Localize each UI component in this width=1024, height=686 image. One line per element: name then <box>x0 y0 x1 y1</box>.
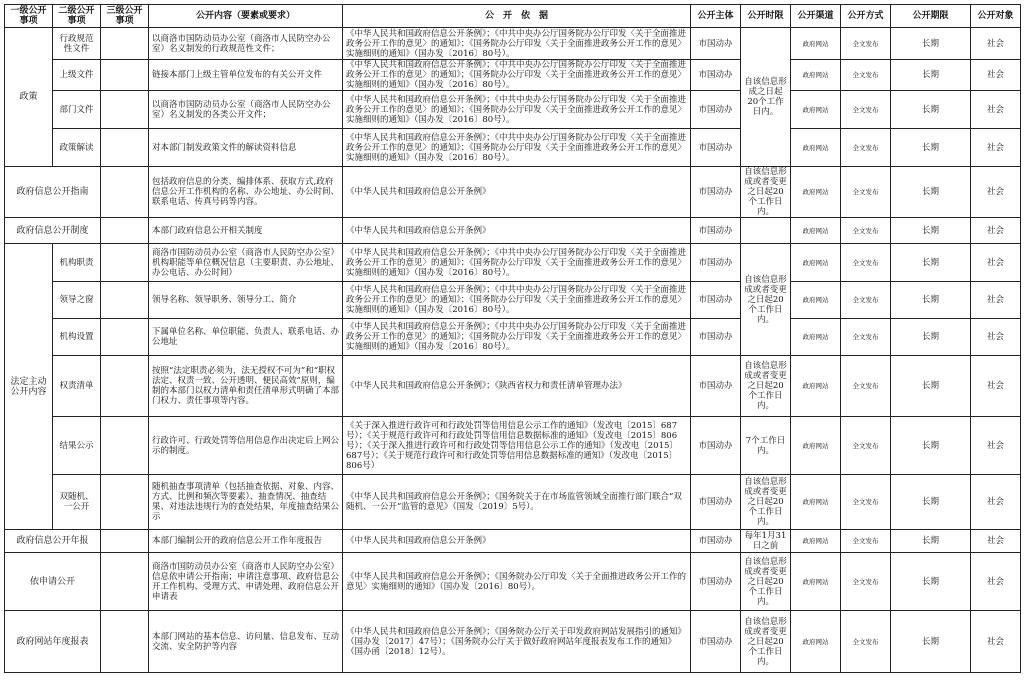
basis-cell: 《中华人民共和国政府信息公开条例》；《陕西省权力和责任清单管理办法》 <box>343 356 691 417</box>
level2-cell: 双随机、一公开 <box>53 475 101 530</box>
level2-cell: 权责清单 <box>53 356 101 417</box>
timelimit-cell: 自该信息形成或者变更之日起20个工作日内。 <box>741 553 791 611</box>
period-cell: 长期 <box>891 28 971 60</box>
basis-cell: 《中华人民共和国政府信息公开条例》；《中共中央办公厅国务院办公厅印发〈关于全面推进政务公开工作的意见〉的通知》；《国务院办公厅印发〈关于全面推进政务公开工作的意见〉实施细则的通知》（国办发〔2016〕80号）。 <box>343 282 691 319</box>
period-cell: 长期 <box>891 475 971 530</box>
timelimit-cell: 自该信息形成或者变更之日起20个工作日内。 <box>741 356 791 417</box>
content-cell: 按照“法定职责必须为，法无授权不可为”和“职权法定、权责一致、公开透明、便民高效”原则，编制的本部门以权力清单和责任清单形式明确了本部门权力、责任事项等内容。 <box>149 356 343 417</box>
disclosure-table <box>4 4 1021 673</box>
subject-cell: 市国动办 <box>691 244 741 282</box>
period-cell: 长期 <box>891 129 971 167</box>
method-cell: 全文发布 <box>841 319 891 356</box>
header-basis: 公 开 依 据 <box>343 5 691 28</box>
table-row <box>5 417 1021 475</box>
level2-cell: 结果公示 <box>53 417 101 475</box>
subject-cell: 市国动办 <box>691 91 741 129</box>
level1-annual: 政府信息公开年报 <box>5 530 101 553</box>
audience-cell: 社会 <box>971 91 1021 129</box>
level1-guide: 政府信息公开指南 <box>5 167 101 218</box>
level3-cell <box>101 60 149 91</box>
content-cell: 以商洛市国防动员办公室（商洛市人民防空办公室）名义制发的各类公开文件； <box>149 91 343 129</box>
basis-cell: 《中华人民共和国政府信息公开条例》；《中共中央办公厅国务院办公厅印发〈关于全面推进政务公开工作的意见〉的通知》；《国务院办公厅印发〈关于全面推进政务公开工作的意见〉实施细则的通知》（国办发〔2016〕80号）。 <box>343 319 691 356</box>
audience-cell: 社会 <box>971 611 1021 673</box>
audience-cell: 社会 <box>971 417 1021 475</box>
basis-cell: 《中华人民共和国政府信息公开条例》；《中共中央办公厅国务院办公厅印发〈关于全面推进政务公开工作的意见〉的通知》；《国务院办公厅印发〈关于全面推进政务公开工作的意见〉实施细则的通知》（国办发〔2016〕80号）。 <box>343 244 691 282</box>
level1-legal: 法定主动公开内容 <box>5 244 53 530</box>
table-row <box>5 530 1021 553</box>
method-cell: 全文发布 <box>841 553 891 611</box>
basis-cell: 《中华人民共和国政府信息公开条例》；《国务院办公厅关于印发政府网站发展指引的通知》（国办发〔2017〕47号）；《国务院办公厅关于做好政府网站年度报表发布工作的通知》（国办函〔2018〕12号）。 <box>343 611 691 673</box>
header-method: 公开方式 <box>841 5 891 28</box>
channel-cell: 政府网站 <box>791 356 841 417</box>
channel-cell: 政府网站 <box>791 553 841 611</box>
table-row <box>5 129 1021 167</box>
period-cell: 长期 <box>891 553 971 611</box>
audience-cell: 社会 <box>971 167 1021 218</box>
level2-cell: 领导之窗 <box>53 282 101 319</box>
basis-cell: 《中华人民共和国政府信息公开条例》 <box>343 530 691 553</box>
subject-cell: 市国动办 <box>691 553 741 611</box>
content-cell: 下属单位名称、单位职能、负责人、联系电话、办公地址 <box>149 319 343 356</box>
audience-cell: 社会 <box>971 319 1021 356</box>
content-cell: 随机抽查事项清单（包括抽查依据、对象、内容、方式、比例和频次等要素）、抽查情况、抽查结果、对违法违规行为的查处结果，年度抽查结果公示 <box>149 475 343 530</box>
method-cell: 全文发布 <box>841 356 891 417</box>
table-row <box>5 218 1021 244</box>
period-cell: 长期 <box>891 611 971 673</box>
timelimit-cell: 自该信息形成或者变更之日起20个工作日内。 <box>741 167 791 218</box>
period-cell: 长期 <box>891 244 971 282</box>
channel-cell: 政府网站 <box>791 244 841 282</box>
content-cell: 领导名称、领导职务、领导分工、简介 <box>149 282 343 319</box>
level2-cell: 上级文件 <box>53 60 101 91</box>
content-cell: 本部门网站的基本信息、访问量、信息发布、互动交流、安全防护等内容 <box>149 611 343 673</box>
period-cell: 长期 <box>891 60 971 91</box>
basis-cell: 《中华人民共和国政府信息公开条例》；《国务院关于在市场监管领域全面推行部门联合“双随机、一公开”监管的意见》（国发〔2019〕5号）。 <box>343 475 691 530</box>
level1-request: 依申请公开 <box>5 553 101 611</box>
channel-cell: 政府网站 <box>791 91 841 129</box>
subject-cell: 市国动办 <box>691 282 741 319</box>
method-cell: 全文发布 <box>841 611 891 673</box>
channel-cell: 政府网站 <box>791 129 841 167</box>
timelimit-cell: 7个工作日内。 <box>741 417 791 475</box>
subject-cell: 市国动办 <box>691 475 741 530</box>
level2-cell: 机构职责 <box>53 244 101 282</box>
channel-cell: 政府网站 <box>791 28 841 60</box>
period-cell: 长期 <box>891 91 971 129</box>
channel-cell: 政府网站 <box>791 218 841 244</box>
period-cell: 长期 <box>891 319 971 356</box>
table-row <box>5 28 1021 60</box>
content-cell: 行政许可、行政处罚等信用信息作出决定后上网公示的制度。 <box>149 417 343 475</box>
channel-cell: 政府网站 <box>791 530 841 553</box>
table-row <box>5 91 1021 129</box>
level2-cell: 政策解读 <box>53 129 101 167</box>
disclosure-table-sheet <box>4 4 1020 673</box>
level3-cell <box>101 530 149 553</box>
subject-cell: 市国动办 <box>691 167 741 218</box>
table-row <box>5 244 1021 282</box>
audience-cell: 社会 <box>971 60 1021 91</box>
header-channel: 公开渠道 <box>791 5 841 28</box>
timelimit-cell <box>741 218 791 244</box>
period-cell: 长期 <box>891 167 971 218</box>
basis-cell: 《中华人民共和国政府信息公开条例》；《中共中央办公厅国务院办公厅印发〈关于全面推进政务公开工作的意见〉的通知》；《国务院办公厅印发〈关于全面推进政务公开工作的意见〉实施细则的通知》（国办发〔2016〕80号）。 <box>343 91 691 129</box>
subject-cell: 市国动办 <box>691 218 741 244</box>
header-audience: 公开对象 <box>971 5 1021 28</box>
period-cell: 长期 <box>891 282 971 319</box>
level3-cell <box>101 244 149 282</box>
channel-cell: 政府网站 <box>791 319 841 356</box>
table-row <box>5 167 1021 218</box>
method-cell: 全文发布 <box>841 244 891 282</box>
method-cell: 全文发布 <box>841 167 891 218</box>
header-level3: 三级公开事项 <box>101 5 149 28</box>
subject-cell: 市国动办 <box>691 129 741 167</box>
level3-cell <box>101 319 149 356</box>
subject-cell: 市国动办 <box>691 60 741 91</box>
table-row <box>5 356 1021 417</box>
basis-cell: 《中华人民共和国政府信息公开条例》；《国务院办公厅印发〈关于全面推进政务公开工作的意见〉实施细则的通知》（国办发〔2016〕80号）。 <box>343 553 691 611</box>
level3-cell <box>101 28 149 60</box>
basis-cell: 《中华人民共和国政府信息公开条例》；《中共中央办公厅国务院办公厅印发〈关于全面推进政务公开工作的意见〉的通知》；《国务院办公厅印发〈关于全面推进政务公开工作的意见〉实施细则的通知》（国办发〔2016〕80号）。 <box>343 28 691 60</box>
method-cell: 全文发布 <box>841 417 891 475</box>
level3-cell <box>101 282 149 319</box>
subject-cell: 市国动办 <box>691 417 741 475</box>
content-cell: 本部门编制公开的政府信息公开工作年度报告 <box>149 530 343 553</box>
audience-cell: 社会 <box>971 530 1021 553</box>
header-subject: 公开主体 <box>691 5 741 28</box>
period-cell: 长期 <box>891 530 971 553</box>
level3-cell <box>101 218 149 244</box>
header-period: 公开期限 <box>891 5 971 28</box>
level3-cell <box>101 356 149 417</box>
content-cell: 包括政府信息的分类、编排体系、获取方式,政府信息公开工作机构的名称、办公地址、办公时间、联系电话、传真号码等内容。 <box>149 167 343 218</box>
method-cell: 全文发布 <box>841 28 891 60</box>
content-cell: 链接本部门上级主管单位发布的有关公开文件 <box>149 60 343 91</box>
content-cell: 商洛市国防动员办公室（商洛市人民防空办公室）信息依申请公开指南；申请注意事项、政府信息公开工作机构、受理方式、申请处理、政府信息公开申请表 <box>149 553 343 611</box>
level3-cell <box>101 129 149 167</box>
basis-cell: 《中华人民共和国政府信息公开条例》；《中共中央办公厅国务院办公厅印发〈关于全面推进政务公开工作的意见〉的通知》；《国务院办公厅印发〈关于全面推进政务公开工作的意见〉实施细则的通知》（国办发〔2016〕80号）。 <box>343 60 691 91</box>
content-cell: 本部门政府信息公开相关制度 <box>149 218 343 244</box>
level1-system: 政府信息公开制度 <box>5 218 101 244</box>
audience-cell: 社会 <box>971 28 1021 60</box>
basis-cell: 《中华人民共和国政府信息公开条例》 <box>343 218 691 244</box>
subject-cell: 市国动办 <box>691 356 741 417</box>
subject-cell: 市国动办 <box>691 530 741 553</box>
table-row <box>5 475 1021 530</box>
channel-cell: 政府网站 <box>791 417 841 475</box>
level1-policy: 政策 <box>5 28 53 167</box>
header-level1: 一级公开事项 <box>5 5 53 28</box>
method-cell: 全文发布 <box>841 129 891 167</box>
table-row <box>5 611 1021 673</box>
method-cell: 全文发布 <box>841 475 891 530</box>
audience-cell: 社会 <box>971 282 1021 319</box>
level3-cell <box>101 167 149 218</box>
level2-cell: 机构设置 <box>53 319 101 356</box>
timelimit-cell: 每年1月31日之前 <box>741 530 791 553</box>
timelimit-cell: 自该信息形成之日起20个工作日内。 <box>741 28 791 167</box>
channel-cell: 政府网站 <box>791 282 841 319</box>
period-cell: 长期 <box>891 218 971 244</box>
audience-cell: 社会 <box>971 129 1021 167</box>
channel-cell: 政府网站 <box>791 60 841 91</box>
level3-cell <box>101 475 149 530</box>
content-cell: 对本部门制发政策文件的解读资料信息 <box>149 129 343 167</box>
audience-cell: 社会 <box>971 244 1021 282</box>
subject-cell: 市国动办 <box>691 611 741 673</box>
header-level2: 二级公开事项 <box>53 5 101 28</box>
level3-cell <box>101 417 149 475</box>
basis-cell: 《中华人民共和国政府信息公开条例》；《中共中央办公厅国务院办公厅印发〈关于全面推进政务公开工作的意见〉的通知》；《国务院办公厅印发〈关于全面推进政务公开工作的意见〉实施细则的通知》（国办发〔2016〕80号）。 <box>343 129 691 167</box>
period-cell: 长期 <box>891 356 971 417</box>
timelimit-cell: 自该信息形成或者变更之日起20个工作日内。 <box>741 475 791 530</box>
content-cell: 商洛市国防动员办公室（商洛市人民防空办公室）机构职能等单位概况信息（主要职责、办公地址、办公电话、办公时间） <box>149 244 343 282</box>
timelimit-cell: 自该信息形成或者变更之日起20个工作日内。 <box>741 611 791 673</box>
audience-cell: 社会 <box>971 356 1021 417</box>
period-cell: 长期 <box>891 417 971 475</box>
audience-cell: 社会 <box>971 553 1021 611</box>
level2-cell: 行政规范性文件 <box>53 28 101 60</box>
channel-cell: 政府网站 <box>791 167 841 218</box>
table-row <box>5 60 1021 91</box>
method-cell: 全文发布 <box>841 218 891 244</box>
basis-cell: 《关于深入推进行政许可和行政处罚等信用信息公示工作的通知》（发改电〔2015〕687号）；《关于规范行政许可和行政处罚等信用信息数据标准的通知》（发改电〔2015〕806号）；《关于深入推进行政许可和行政处罚等信用信息公示工作的通知》（发改电〔2015〕687号）；《关于规范行政许可和行政处罚等信用信息数据标准的通知》（发改电〔2015〕806号） <box>343 417 691 475</box>
subject-cell: 市国动办 <box>691 28 741 60</box>
method-cell: 全文发布 <box>841 282 891 319</box>
level3-cell <box>101 91 149 129</box>
channel-cell: 政府网站 <box>791 611 841 673</box>
level1-web: 政府网站年度报表 <box>5 611 101 673</box>
header-row <box>5 5 1021 28</box>
level3-cell <box>101 553 149 611</box>
header-content: 公开内容（要素或要求） <box>149 5 343 28</box>
content-cell: 以商洛市国防动员办公室（商洛市人民防空办公室）名义制发的行政规范性文件； <box>149 28 343 60</box>
level3-cell <box>101 611 149 673</box>
basis-cell: 《中华人民共和国政府信息公开条例》 <box>343 167 691 218</box>
channel-cell: 政府网站 <box>791 475 841 530</box>
method-cell: 全文发布 <box>841 530 891 553</box>
level2-cell: 部门文件 <box>53 91 101 129</box>
timelimit-cell: 自该信息形成或者变更之日起20个工作日内。 <box>741 244 791 356</box>
table-row <box>5 553 1021 611</box>
table-row <box>5 319 1021 356</box>
method-cell: 全文发布 <box>841 60 891 91</box>
method-cell: 全文发布 <box>841 91 891 129</box>
audience-cell: 社会 <box>971 475 1021 530</box>
table-row <box>5 282 1021 319</box>
audience-cell: 社会 <box>971 218 1021 244</box>
subject-cell: 市国动办 <box>691 319 741 356</box>
header-timelimit: 公开时限 <box>741 5 791 28</box>
